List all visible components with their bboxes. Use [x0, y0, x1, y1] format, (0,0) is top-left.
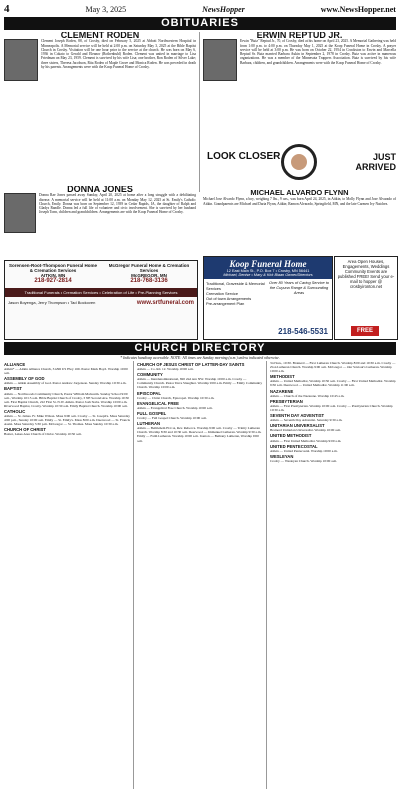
funeral-home-phone: 218-768-3136 — [130, 278, 168, 284]
portrait-photo — [4, 39, 38, 81]
church-entry: Aitkin — United Methodist, Worship 10:30 a.m. Crosby — First United Methodist. Worship 9:30 a.m. Deerwood — United Methodist. Worship 11:00 a.m. — [270, 379, 396, 388]
koop-title: Koop Funeral Home — [229, 259, 307, 269]
koop-service: Pre-arrangement Plan — [206, 301, 245, 306]
obituaries-banner: OBITUARIES — [4, 17, 396, 30]
church-section-heading: CHURCH OF JESUS CHRIST OF LATTER-DAY SAINTS — [137, 362, 245, 367]
church-section-heading: CHURCH OF CHRIST — [4, 427, 46, 433]
church-section-heading: UNITED PENTECOSTAL — [270, 443, 318, 449]
church-entry: Aitkin — First Presbyterian. Worship 10:00 a.m. Crosby — Presbyterian Church. Worship 10:30 a.m. — [270, 403, 393, 412]
obit-clement-roden — [4, 32, 196, 184]
obit-name: CLEMENT RODEN — [60, 32, 140, 40]
church-section-heading: COMMUNITY — [137, 372, 163, 378]
portrait-photo — [203, 39, 237, 81]
church-entry: Crosby — Wesleyan Church. Worship 10:00 a.m. — [270, 458, 338, 463]
church-entry: Aitkin — First United Methodist. Worship 9:00 a.m. — [270, 438, 342, 443]
church-section-heading: SEVENTH DAY ADVENTIST — [270, 413, 325, 419]
birth-text: Michael Jose Alvardo Flynn, a boy, weighing 7 lbs., 9 ozs., was born April 24, 2025, in Aitkin, to Molly Flynn and Jose Alvarado of Aitkin. Grandparents are Michael and Daria Flynn, Aitkin; Ramon Alvarado, Springfield, MN, and the late Carmen Ivy Natchez. — [203, 197, 396, 206]
church-entry: Aitkin — Aitkin Assembly of God. Pastor Andrew Jorgenson. Sunday Worship 10:30 a.m. — [4, 381, 127, 386]
koop-owners: Michael, Denise • Mary & Kirk Blaan Owner/Directors — [223, 273, 313, 277]
obit-erwin-reptud — [203, 32, 396, 137]
look-closer-text: LOOK CLOSER — [207, 151, 281, 162]
look-closer-ad — [203, 140, 396, 188]
church-section-heading: LUTHERAN — [137, 421, 161, 427]
church-entry: Aitkin — Interdenominational, 820 2nd Ave NW. Worship 10:00 a.m. Crosby — Community Church. Pastor Dave Slaughter. Worship 9:00 a.m. Emily — Emily Community Church. Worship 10:00 a.m. — [137, 377, 263, 390]
koop-funeral-home-ad — [203, 256, 333, 340]
church-entry: Aitkin — Church of the Nazarene. Worship 10:45 a.m. — [270, 393, 345, 398]
church-entry: Aitkin — Seventh Day Adventist. Saturday 9:30 a.m. — [270, 418, 343, 423]
church-section-heading: METHODIST — [270, 374, 295, 380]
church-section-heading: ASSEMBLY OF GOD — [4, 376, 45, 382]
portrait-photo — [4, 193, 36, 233]
funeral-home-title: Sorensen-Root-Thompson Funeral Home & Cremation Services — [8, 263, 97, 273]
church-section-heading: EVANGELICAL FREE — [137, 400, 179, 406]
church-section-heading: NAZARENE — [270, 388, 294, 394]
page-number: 4 — [4, 3, 10, 15]
church-entry: Aitkin — Evangelical Free Church. Worship 10:00 a.m. — [137, 405, 213, 410]
church-entry: Aitkin — Northwoods Community Church, Pastor William Maiwurm. Sunday School 9:00 a.m., Worship 10:15 a.m. Bible Baptist Church of Crosby, 3 NE Second Ave. Worship 10:30 a.m. First Baptist Church, 222 First St. N.W. Aitkin. Pastor Josh Stabs. Worship 10:00 a.m. Riverwood Baptist, Crosby. Worship 10:30 a.m. Emily Baptist Church. Worship 10:00 a.m. — [4, 391, 129, 408]
obit-text: Erwin "Butz" Reptud Jr., 70, of Crosby, died at his home on April 23, 2025. A Memorial Gathering was held from 1:00 p.m. to 4:00 p.m. on Thursday May 1, 2025 at the Koop Funeral Home in Crosby. A prayer service will be held at 3:00 p.m. He was born on October 22, 1954 in Crookston to Erwin and Marcella Reptud Sr. Butz married Barbara Aukin in September 2, 1978 in Crosby. Butz was active in numerous organizations. He was a member of the Minnesota Trappers Association. Butz is survived by his wife Barbara, children, and grandchildren. Arrangements were with the Koop Funeral Home of Crosby. — [240, 39, 396, 65]
funeral-directors: Jason Boyenga, Jerry Thompson • Tad Bockoven — [8, 300, 96, 305]
church-section-heading: CATHOLIC — [4, 408, 26, 414]
church-entry: Crosby — Christ Church, Episcopal. Worship 10:30 a.m. — [137, 395, 215, 400]
church-column-3 — [270, 361, 396, 789]
church-entry: Aitkin — Bethlehem ELCA, Rev. Rebecca. Worship 9:00 a.m. Crosby — Trinity Lutheran Church. Worship 8:30 and 10:30 a.m. Deerwood — Immanuel Lutheran. Worship 9:30 a.m. Emily — Faith Lutheran. Worship 10:00 a.m. Ironton — Bethany Lutheran, Worship 9:00 a.m. — [137, 426, 262, 443]
church-entry: Aitkin* — Aitkin Alliance Church, 31296 US Hwy 169. Pastor Mark Boyd. Worship 10:00 a.m. — [4, 367, 128, 376]
funeral-home-city: McGREGOR, MN — [131, 273, 167, 278]
issue-date: May 3, 2025 — [85, 4, 127, 14]
church-section-heading: FULL GOSPEL — [137, 410, 167, 416]
birth-announcement — [203, 190, 396, 252]
church-entry: 3rd Sun., 10:30. Brainerd — First Lutheran Church. Worship 8:00 and 10:30 a.m. Crosby — Zion Lutheran Church. Worship 9:00 a.m. McGregor — Our Saviour's Lutheran. Worship 10:00 a.m. — [270, 361, 396, 374]
obit-text: Clement Joseph Roden, 88, of Crosby, died on February 5, 2025 at Abbott Northwestern Hospital in Minneapolis. A Memorial service will be held at 2:00 p.m. on Saturday May 3, 2025 at the Bible Baptist Church in Crosby. Visitation will be one hour prior to the service at the church. He was born on May 6, 1936 in Cokato to Gerald and Eleanor (Rothenbuhl) Roden. Clement was united in marriage to Lisa Friedman on May 23, 1959. Clement is survived by his wife Lisa; one brother, Ron Roden of Silver Lake; three sisters, Theresa Jacobson, Rita Roden of Maple Grove and Monica Roden. He was preceded in death by his parents. Arrangements were with the Koop Funeral Home of Crosby. — [41, 39, 196, 70]
church-entry: Baxter, Lakes Area Church of Christ. Worship 10:30 a.m. — [4, 432, 82, 437]
koop-service: Traditional, Graveside & Memorial Services — [206, 281, 265, 291]
obit-name: DONNA JONES — [67, 186, 133, 194]
church-entry: Aitkin — St. James. Fr. Mike Wilson. Mass 9:00 a.m. Crosby — St. Joseph's. Mass Saturday 4:00 p.m., Sunday 10:00 a.m. Emily — St. Emily's. Mass 8:00 a.m. Deerwood — St. Francis Assisi. Mass Saturday 5:30 p.m. McGregor — St. Thomas. Mass Sunday 10:30 a.m. — [4, 414, 130, 427]
koop-service: Out of town Arrangements — [206, 296, 252, 301]
magnifier-icon — [281, 144, 317, 180]
church-entry: Crosby — Full Gospel Church. Worship 10:00 a.m. — [137, 416, 207, 421]
just-arrived-text: JUST ARRIVED — [355, 152, 396, 172]
church-section-heading: ALLIANCE — [4, 362, 26, 367]
obit-name: ERWIN REPTUD JR. — [256, 32, 343, 40]
funeral-home-phone: 218-927-2814 — [34, 278, 72, 284]
church-column-2 — [137, 361, 263, 789]
koop-phone: 218-546-5531 — [278, 327, 328, 336]
church-entry: Brainerd Unitarian Universalist. Worship 10:00 a.m. — [270, 428, 342, 433]
church-section-heading: UNITARIAN UNIVERSALIST — [270, 423, 325, 429]
free-announcements-text: Area Open Houses, Engagements, Weddings Community Events are published FREE! Send your e-mail to hopper @ crosbyironton.net — [337, 259, 395, 289]
free-announcements-ad — [334, 256, 398, 340]
koop-service: Cremation Service — [206, 291, 239, 296]
koop-address: 12 East Main St., P.O. Box 7 • Crosby, MN 56441 — [226, 269, 310, 273]
church-column-1 — [4, 361, 130, 789]
free-badge: FREE — [351, 326, 379, 336]
newshopper-logo: NewsHopper — [202, 4, 245, 14]
birth-name: MICHAEL ALVARDO FLYNN — [250, 190, 349, 197]
church-section-heading: UNITED METHODIST — [270, 433, 312, 439]
directory-note: * Indicates handicap accessible. NOTE: All times are Sunday morning (a.m.) unless indicated otherwise. — [120, 356, 280, 360]
funeral-home-ad — [4, 260, 198, 340]
church-section-heading: BAPTIST — [4, 386, 22, 392]
obit-donna-jones — [4, 186, 196, 258]
koop-slogan: Over 80 Years of Caring Service to the Cuyuna Range & Surrounding Areas — [268, 280, 330, 295]
website-link[interactable]: www.NewsHopper.net — [320, 4, 396, 14]
church-section-heading: WESLEYAN — [270, 453, 294, 459]
church-entry: Aitkin — Co. Rd. 12. Worship 10:00 a.m. — [137, 367, 194, 372]
funeral-website[interactable]: www.srtfuneral.com — [136, 300, 194, 306]
funeral-home-city: AITKIN, MN — [40, 273, 66, 278]
church-directory-banner: CHURCH DIRECTORY — [4, 342, 396, 355]
church-section-heading: PRESBYTERIAN — [270, 398, 303, 404]
page-header — [4, 2, 396, 16]
church-section-heading: EPISCOPAL — [137, 390, 161, 396]
funeral-services-tagline: Traditional Funerals • Cremation Services • Celebration of Life • Pre-Planning Services — [5, 288, 197, 297]
church-entry: Aitkin — United Pentecostal. Worship 10:00 a.m. — [270, 448, 338, 453]
obit-text: Donna Rae Jones passed away Sunday, April 20, 2025 at home after a long struggle with a debilitating disease. A memorial service will be held at 11:00 a.m. on Monday May 12, 2025 at St. Emily's Catholic Church, Emily. Donna was born on September 12, 1939 in Cedar Rapids, IA, the daughter of Ralph and Gladys Randle. Donna led a full life of volunteer and civic involvement. She is survived by her husband Joseph Tonn, children and grandchildren. Arrangements are with the Koop Funeral Home of Crosby. — [39, 193, 196, 215]
funeral-home-title: McGregor Funeral Home & Cremation Services — [108, 263, 190, 273]
